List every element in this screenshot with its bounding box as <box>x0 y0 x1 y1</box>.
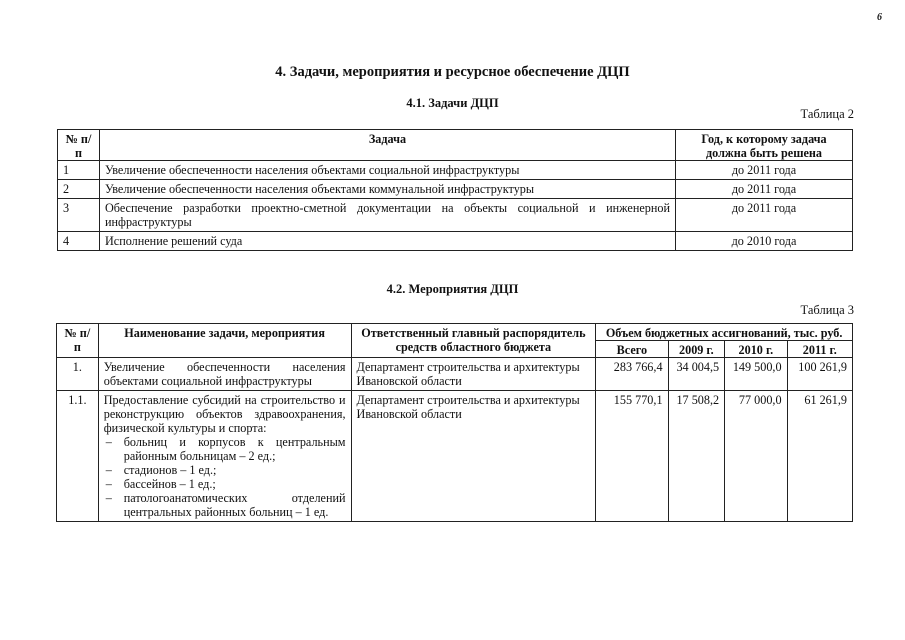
table-row <box>58 161 853 180</box>
tasks-header-row <box>58 130 853 161</box>
header-2009: 2009 г. <box>668 341 725 358</box>
activities-header-row <box>57 324 853 341</box>
table-row <box>57 358 853 391</box>
section-title: 4. Задачи, мероприятия и ресурсное обеспечение ДЦП <box>275 64 630 80</box>
tasks-table <box>57 129 853 251</box>
activity-name: Предоставление субсидий на строительство и реконструкцию объектов здравоохранения, физической культуры и спорта: <box>103 393 346 435</box>
activity-2011: 61 261,9 <box>787 391 852 522</box>
task-year: до 2011 года <box>676 199 853 232</box>
task-num: 2 <box>58 180 100 199</box>
header-name: Наименование задачи, мероприятия <box>98 324 351 358</box>
table-row <box>57 391 853 522</box>
task-num: 1 <box>58 161 100 180</box>
activity-owner: Департамент строительства и архитектуры Ивановской области <box>351 391 596 522</box>
list-item: – больниц и корпусов к центральным районным больницам – 2 ед.; <box>124 435 346 463</box>
header-2011: 2011 г. <box>787 341 852 358</box>
header-2010: 2010 г. <box>725 341 787 358</box>
header-num: № п/п <box>58 130 100 161</box>
activity-2010: 77 000,0 <box>725 391 787 522</box>
header-budget: Объем бюджетных ассигнований, тыс. руб. <box>596 324 853 341</box>
table-row <box>58 180 853 199</box>
activity-items <box>104 435 346 519</box>
activity-total: 155 770,1 <box>596 391 668 522</box>
activity-2009: 34 004,5 <box>668 358 725 391</box>
header-owner: Ответственный главный распорядитель средств областного бюджета <box>351 324 596 358</box>
task-year: до 2011 года <box>676 161 853 180</box>
header-total: Всего <box>596 341 668 358</box>
task-num: 3 <box>58 199 100 232</box>
list-item: – патологоанатомических отделений центральных районных больниц – 1 ед. <box>124 491 346 519</box>
header-num: № п/п <box>57 324 99 358</box>
activity-2010: 149 500,0 <box>725 358 787 391</box>
tasks-title: 4.1. Задачи ДЦП <box>406 96 499 110</box>
list-item: – бассейнов – 1 ед.; <box>124 477 346 491</box>
table2-caption: Таблица 2 <box>800 107 854 121</box>
activity-name-cell <box>98 391 351 522</box>
task-text: Увеличение обеспеченности населения объектами коммунальной инфраструктуры <box>100 180 676 199</box>
page-number: 6 <box>877 12 882 23</box>
header-task: Задача <box>100 130 676 161</box>
activity-name: Увеличение обеспеченности населения объектами социальной инфраструктуры <box>98 358 351 391</box>
activity-2009: 17 508,2 <box>668 391 725 522</box>
activities-table <box>56 323 853 522</box>
table-row <box>58 232 853 251</box>
header-year: Год, к которому задача должна быть решена <box>676 130 853 161</box>
activity-total: 283 766,4 <box>596 358 668 391</box>
task-year: до 2011 года <box>676 180 853 199</box>
list-item: – стадионов – 1 ед.; <box>124 463 346 477</box>
task-text: Исполнение решений суда <box>100 232 676 251</box>
activity-2011: 100 261,9 <box>787 358 852 391</box>
activities-title: 4.2. Мероприятия ДЦП <box>386 282 519 296</box>
activity-num: 1.1. <box>57 391 99 522</box>
table-row <box>58 199 853 232</box>
table3-caption: Таблица 3 <box>800 303 854 317</box>
task-text: Увеличение обеспеченности населения объектами социальной инфраструктуры <box>100 161 676 180</box>
activity-num: 1. <box>57 358 99 391</box>
task-num: 4 <box>58 232 100 251</box>
task-year: до 2010 года <box>676 232 853 251</box>
task-text: Обеспечение разработки проектно-сметной документации на объекты социальной и инженерной инфраструктуры <box>100 199 676 232</box>
activity-owner: Департамент строительства и архитектуры Ивановской области <box>351 358 596 391</box>
